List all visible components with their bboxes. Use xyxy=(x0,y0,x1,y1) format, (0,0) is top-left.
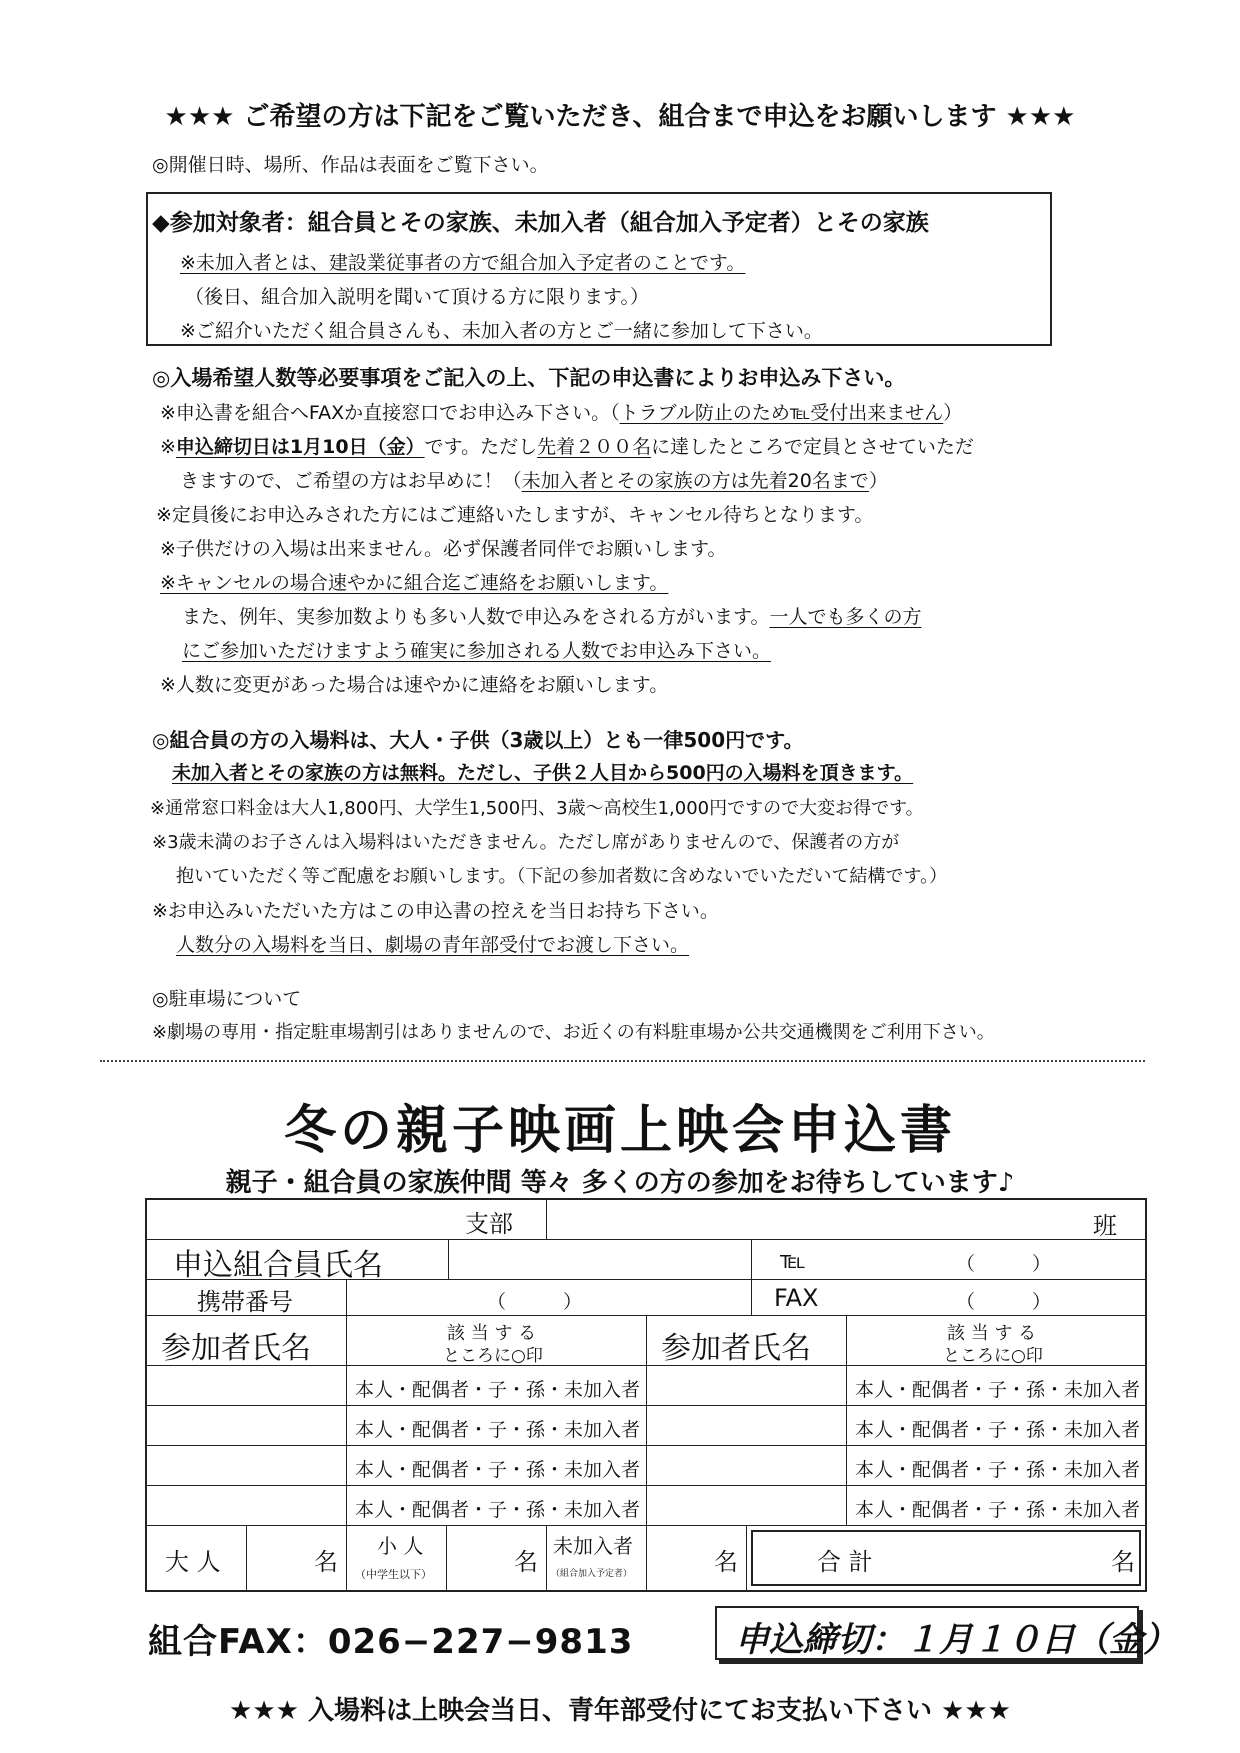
adult-count-input[interactable] xyxy=(247,1526,347,1590)
fees-line-4: 抱いていただく等ご配慮をお願いします。（下記の参加者数に含めないでいただいて結構です。） xyxy=(176,866,948,887)
group-label: 班 xyxy=(1093,1212,1117,1240)
mark-header-right xyxy=(847,1316,1145,1366)
fees-line-6: 人数分の入場料を当日、劇場の青年部受付でお渡し下さい。 xyxy=(176,934,690,956)
member-name-input[interactable] xyxy=(449,1240,752,1280)
mobile-paren: （ ） xyxy=(487,1291,583,1313)
child-label-cell xyxy=(347,1526,447,1590)
tel-label: ℡ xyxy=(780,1246,806,1274)
participant-name-input[interactable] xyxy=(647,1446,847,1486)
adult-unit: 名 xyxy=(314,1548,338,1576)
parking-line-1: ※劇場の専用・指定駐車場割引はありませんので、お近くの有料駐車場か公共交通機関をご利用下さい。 xyxy=(152,1022,995,1043)
application-line-9: ※人数に変更があった場合は速やかに連絡をお願いします。 xyxy=(160,674,669,696)
participant-name-input[interactable] xyxy=(647,1406,847,1446)
fees-line-2: ※通常窓口料金は大人1,800円、大学生1,500円、3歳～高校生1,000円ですので大変お得です。 xyxy=(150,798,924,819)
mark-label-left-2: ところに○印 xyxy=(443,1346,543,1366)
participant-name-input[interactable] xyxy=(147,1406,347,1446)
participant-name-input[interactable] xyxy=(147,1446,347,1486)
participant-name-input[interactable] xyxy=(647,1366,847,1406)
application-line-1: ※申込書を組合へFAXか直接窓口でお申込み下さい。（トラブル防止のため℡受付出来ません） xyxy=(160,402,963,424)
application-line-3: きますので、ご希望の方はお早めに！（未加入者とその家族の方は先着20名まで） xyxy=(180,470,888,492)
relation-options[interactable]: 本人・配偶者・子・孫・未加入者 xyxy=(847,1486,1145,1526)
page-footer: ★★★ 入場料は上映会当日、青年部受付にてお支払い下さい ★★★ xyxy=(229,1696,1011,1726)
application-line-2: ※申込締切日は1月10日（金）です。ただし先着２００名に達したところで定員とさせていただ xyxy=(160,436,974,458)
branch-name-field[interactable] xyxy=(147,1200,547,1240)
total-label: 合 計 xyxy=(817,1548,873,1576)
participant-name-input[interactable] xyxy=(147,1486,347,1526)
fax-label: FAX xyxy=(774,1284,819,1312)
child-unit: 名 xyxy=(514,1548,538,1576)
application-line-7: また、例年、実参加数よりも多い人数で申込みをされる方がいます。一人でも多くの方 xyxy=(182,606,922,628)
nonmember-label: 未加入者 xyxy=(553,1534,633,1558)
tel-input[interactable] xyxy=(752,1240,1145,1280)
total-inner-box xyxy=(751,1530,1141,1586)
participant-header-left xyxy=(147,1316,347,1366)
mobile-input[interactable] xyxy=(347,1280,752,1316)
adult-label: 大 人 xyxy=(165,1548,221,1576)
mark-header-left xyxy=(347,1316,647,1366)
group-field[interactable] xyxy=(547,1200,1145,1240)
participant-name-input[interactable] xyxy=(647,1486,847,1526)
eligibility-note-1: ※未加入者とは、建設業従事者の方で組合加入予定者のことです。 xyxy=(180,252,746,274)
mark-label-right-2: ところに○印 xyxy=(943,1346,1043,1366)
eligibility-note-3: ※ご紹介いただく組合員さんも、未加入者の方とご一緒に参加して下さい。 xyxy=(180,320,823,342)
relation-options[interactable]: 本人・配偶者・子・孫・未加入者 xyxy=(347,1486,647,1526)
total-unit: 名 xyxy=(1111,1548,1135,1576)
deadline-box xyxy=(715,1606,1177,1660)
application-line-6: ※キャンセルの場合速やかに組合迄ご連絡をお願いします。 xyxy=(160,572,669,594)
deadline-text: 申込締切：１月１０日（金） xyxy=(735,1620,1177,1660)
fax-input[interactable] xyxy=(752,1280,1145,1316)
relation-options[interactable]: 本人・配偶者・子・孫・未加入者 xyxy=(847,1406,1145,1446)
mobile-label-cell xyxy=(147,1280,347,1316)
participant-label-right: 参加者氏名 xyxy=(661,1331,811,1366)
participant-name-input[interactable] xyxy=(147,1366,347,1406)
nonmember-note: （組合加入予定者） xyxy=(551,1569,633,1579)
application-heading: ◎入場希望人数等必要事項をご記入の上、下記の申込書によりお申込み下さい。 xyxy=(152,366,906,390)
nonmember-label-cell xyxy=(547,1526,647,1590)
form-title: 冬の親子映画上映会申込書 xyxy=(283,1101,956,1161)
fees-line-5: ※お申込みいただいた方はこの申込書の控えを当日お持ち下さい。 xyxy=(152,900,719,922)
form-subtitle: 親子・組合員の家族仲間 等々 多くの方の参加をお待ちしています♪ xyxy=(225,1168,1015,1198)
nonmember-unit: 名 xyxy=(714,1548,738,1576)
child-note: （中学生以下） xyxy=(355,1568,432,1581)
parking-heading: ◎駐車場について xyxy=(152,988,302,1010)
relation-options[interactable]: 本人・配偶者・子・孫・未加入者 xyxy=(847,1446,1145,1486)
tel-paren: （ ） xyxy=(956,1253,1052,1275)
branch-label: 支部 xyxy=(465,1210,513,1238)
nonmember-count-input[interactable] xyxy=(647,1526,747,1590)
member-name-label: 申込組合員氏名 xyxy=(173,1248,383,1283)
member-name-label-cell xyxy=(147,1240,449,1283)
child-count-input[interactable] xyxy=(447,1526,547,1590)
info-line: ◎開催日時、場所、作品は表面をご覧下さい。 xyxy=(152,154,549,176)
mobile-label: 携帯番号 xyxy=(197,1288,293,1316)
total-cell[interactable] xyxy=(747,1526,1145,1590)
application-line-4: ※定員後にお申込みされた方にはご連絡いたしますが、キャンセル待ちとなります。 xyxy=(156,504,874,526)
child-label: 小 人 xyxy=(377,1534,424,1558)
page-header: ★★★ ご希望の方は下記をご覧いただき、組合まで申込をお願いします ★★★ xyxy=(164,102,1076,132)
relation-options[interactable]: 本人・配偶者・子・孫・未加入者 xyxy=(347,1406,647,1446)
union-fax-number: 組合FAX：026−227−9813 xyxy=(148,1622,634,1662)
eligibility-title: ◆参加対象者：組合員とその家族、未加入者（組合加入予定者）とその家族 xyxy=(152,210,929,236)
participant-label-left: 参加者氏名 xyxy=(161,1331,311,1366)
mark-label-left-1: 該 当 す る xyxy=(447,1323,537,1344)
fees-line-1: 未加入者とその家族の方は無料。ただし、子供２人目から500円の入場料を頂きます。 xyxy=(172,762,914,784)
relation-options[interactable]: 本人・配偶者・子・孫・未加入者 xyxy=(347,1366,647,1406)
adult-label-cell xyxy=(147,1526,247,1590)
participant-header-right xyxy=(647,1316,847,1366)
relation-options[interactable]: 本人・配偶者・子・孫・未加入者 xyxy=(847,1366,1145,1406)
eligibility-note-2: （後日、組合加入説明を聞いて頂ける方に限ります。） xyxy=(185,286,649,308)
fax-paren: （ ） xyxy=(956,1291,1052,1313)
fees-heading: ◎組合員の方の入場料は、大人・子供（3歳以上）とも一律500円です。 xyxy=(152,728,804,752)
application-line-5: ※子供だけの入場は出来ません。必ず保護者同伴でお願いします。 xyxy=(160,538,727,560)
application-form xyxy=(145,1198,1147,1592)
mark-label-right-1: 該 当 す る xyxy=(947,1323,1037,1344)
cut-line xyxy=(100,1060,1145,1062)
relation-options[interactable]: 本人・配偶者・子・孫・未加入者 xyxy=(347,1446,647,1486)
application-line-8: にご参加いただけますよう確実に参加される人数でお申込み下さい。 xyxy=(182,640,772,662)
fees-line-3: ※3歳未満のお子さんは入場料はいただきません。ただし席がありませんので、保護者の方が xyxy=(152,832,900,853)
